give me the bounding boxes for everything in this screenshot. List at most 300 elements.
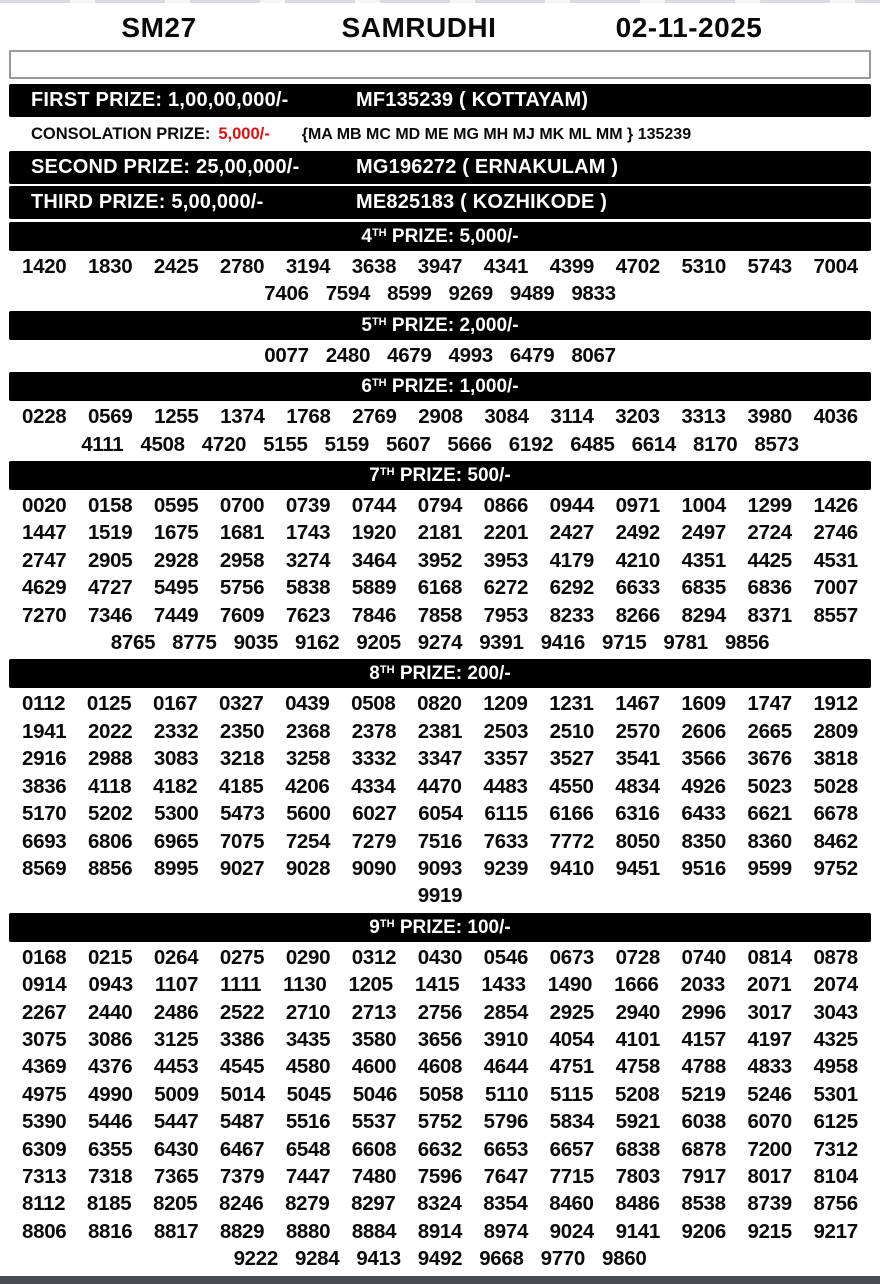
ticket-number: 3566 [681,747,726,771]
ticket-number: 7594 [325,282,371,306]
ticket-number: 8112 [22,1192,66,1216]
ticket-number: 7715 [549,1164,595,1188]
ticket-number: 9215 [747,1219,792,1243]
ticket-number: 7004 [813,255,858,278]
ticket-number: 2928 [153,548,199,572]
ticket-number: 8294 [681,603,726,627]
ticket-number: 5446 [87,1110,133,1134]
ticket-number: 7846 [351,603,397,627]
ticket-number: 8806 [22,1219,67,1243]
ticket-number: 9269 [448,282,493,306]
ticket-number: 9489 [509,282,555,306]
ticket-number: 0866 [483,494,529,518]
ticket-number: 3656 [417,1027,463,1051]
ticket-number: 2378 [351,719,397,743]
ticket-number: 5600 [286,802,331,826]
ticket-number: 2780 [219,255,265,278]
ticket-number: 3084 [484,405,529,429]
ticket-number: 2033 [680,973,725,997]
ticket-number: 3541 [615,747,660,771]
ticket-number: 5300 [154,802,199,826]
ticket-number: 6657 [549,1137,595,1161]
ticket-number: 4111 [81,432,124,456]
ticket-number: 7365 [153,1164,199,1188]
prize-section-header [9,372,871,401]
section-ordinal: 6 [361,376,372,398]
number-row [9,773,871,800]
ticket-number: 9274 [417,631,463,655]
ticket-number: 1426 [813,494,858,518]
ticket-number: 0744 [351,494,397,518]
ticket-number: 5537 [351,1110,397,1134]
ticket-number: 3017 [747,1000,792,1024]
ticket-number: 6806 [87,829,133,853]
prize-sections [9,222,871,1273]
ticket-number: 1747 [747,692,792,716]
ticket-number: 4185 [219,774,264,798]
ticket-number: 6878 [681,1137,726,1161]
second-prize-label: SECOND PRIZE: 25,00,000/- [31,156,300,178]
ticket-number: 7609 [219,603,265,627]
ticket-number: 7254 [285,829,331,853]
ticket-number: 2510 [549,719,595,743]
ticket-number: 6467 [219,1137,265,1161]
ticket-number: 2074 [813,973,858,997]
ticket-number: 8462 [813,829,858,853]
ticket-number: 6485 [570,432,615,456]
ticket-number: 4958 [813,1055,858,1079]
ticket-number: 2908 [418,405,463,429]
ticket-number: 9492 [417,1247,463,1271]
ticket-number: 3836 [22,774,67,798]
ticket-number: 6316 [615,802,660,826]
ticket-number: 3910 [483,1027,529,1051]
ticket-number: 6430 [153,1137,199,1161]
ticket-number: 9141 [615,1219,660,1243]
ticket-number: 5246 [747,1082,792,1106]
draw-code: SM27 [121,12,197,43]
prize-section [9,659,871,909]
consolation-label: CONSOLATION PRIZE: [31,125,211,143]
ticket-number: 1255 [154,405,199,429]
ticket-number: 7447 [285,1164,331,1188]
ticket-number: 5889 [351,576,397,600]
ticket-number: 1107 [154,973,199,997]
number-row [9,855,871,882]
ticket-number: 7312 [813,1137,858,1161]
ticket-number: 1374 [220,405,265,429]
ticket-number: 1768 [286,405,331,429]
ticket-number: 7647 [483,1164,529,1188]
ticket-number: 5219 [681,1082,726,1106]
number-row [9,999,871,1026]
ticket-number: 9391 [479,631,524,655]
ticket-number: 1447 [22,521,67,545]
notice-box [9,50,871,79]
ticket-number: 5159 [324,432,369,456]
ticket-number: 4545 [219,1055,265,1079]
ticket-number: 5301 [813,1082,858,1106]
ticket-number: 4179 [549,548,595,572]
ticket-number: 8756 [813,1192,858,1216]
ticket-number: 8538 [681,1192,726,1216]
ticket-number: 8829 [219,1219,265,1243]
ticket-number: 5473 [220,802,265,826]
ticket-number: 6309 [22,1137,67,1161]
ticket-number: 1004 [681,494,726,518]
ticket-number: 8354 [483,1192,528,1216]
ticket-number: 8765 [110,631,156,655]
ticket-number: 7270 [22,603,67,627]
ticket-number: 3347 [417,747,463,771]
section-rows [9,403,871,458]
ticket-number: 2665 [747,719,792,743]
ticket-number: 7007 [813,576,858,600]
ticket-number: 9860 [602,1247,647,1271]
ticket-number: 3114 [550,405,594,429]
section-rows [9,944,871,1273]
ticket-number: 4833 [747,1055,792,1079]
ticket-number: 3218 [219,747,265,771]
ticket-number: 4206 [285,774,330,798]
ticket-number: 4341 [483,255,529,278]
ticket-number: 9413 [356,1247,401,1271]
prize-section [9,311,871,369]
ticket-number: 2854 [483,1000,529,1024]
ticket-number: 5838 [285,576,331,600]
ticket-number: 3357 [483,747,529,771]
ticket-number: 0508 [351,692,396,716]
draw-date: 02-11-2025 [615,12,763,43]
ticket-number: 8995 [153,856,199,880]
ticket-number: 2916 [22,747,67,771]
ticket-number: 6621 [747,802,792,826]
ticket-number: 6166 [549,802,594,826]
ticket-number: 6835 [681,576,726,600]
ticket-number: 6292 [549,576,595,600]
ticket-number: 3980 [747,405,792,429]
ticket-number: 5009 [154,1082,199,1106]
prize-section-header [9,311,871,340]
ticket-number: 2747 [22,548,67,572]
ticket-number: 1666 [614,973,659,997]
ticket-number: 9770 [540,1247,586,1271]
ticket-number: 8460 [549,1192,594,1216]
ticket-number: 9027 [219,856,265,880]
ticket-number: 5666 [447,432,492,456]
ticket-number: 0077 [264,343,309,367]
number-row [9,280,871,307]
ticket-number: 4483 [483,774,528,798]
ticket-number: 5023 [747,774,792,798]
ticket-number: 5756 [219,576,265,600]
ticket-number: 9162 [294,631,340,655]
ticket-number: 6168 [417,576,463,600]
ticket-number: 1675 [153,521,199,545]
ticket-number: 8185 [86,1192,132,1216]
ticket-number: 4508 [140,432,185,456]
ticket-number: 5202 [88,802,133,826]
ticket-number: 9222 [233,1247,278,1271]
ticket-number: 6653 [483,1137,529,1161]
number-row [9,690,871,717]
ticket-number: 0878 [813,945,858,969]
ticket-number: 2503 [483,719,529,743]
ticket-number: 4608 [417,1055,463,1079]
ticket-number: 2368 [285,719,331,743]
ticket-number: 2201 [483,521,529,545]
ticket-number: 3313 [681,405,726,429]
ticket-number: 2181 [417,521,463,545]
first-prize-bar [9,84,871,117]
ticket-number: 2425 [153,255,199,278]
ticket-number: 5495 [153,576,199,600]
ticket-number: 8324 [417,1192,462,1216]
number-row [9,971,871,998]
ticket-number: 6054 [418,802,463,826]
ticket-number: 7279 [351,829,397,853]
section-rows [9,253,871,308]
ticket-number: 8205 [152,1192,198,1216]
ticket-number: 6125 [813,1110,858,1134]
second-prize-bar [9,151,871,184]
ticket-number: 2940 [615,1000,660,1024]
ticket-number: 8170 [693,432,738,456]
ticket-number: 0739 [285,494,331,518]
third-prize-label: THIRD PRIZE: 5,00,000/- [31,191,264,213]
ticket-number: 4993 [448,343,493,367]
section-ordinal: 7 [369,465,380,487]
ticket-number: 1941 [22,719,67,743]
ticket-number: 5752 [417,1110,463,1134]
ticket-number: 9284 [294,1247,340,1271]
ticket-number: 4975 [22,1082,67,1106]
ticket-number: 2480 [325,343,371,367]
first-prize-label: FIRST PRIZE: 1,00,00,000/- [31,89,289,111]
ticket-number: 9752 [813,856,858,880]
ticket-number: 3527 [549,747,595,771]
ticket-number: 2925 [549,1000,595,1024]
ticket-number: 0944 [549,494,595,518]
number-row [9,547,871,574]
ticket-number: 5170 [22,802,67,826]
ticket-number: 7623 [285,603,331,627]
ticket-number: 3332 [351,747,397,771]
section-title-rest: PRIZE: 2,000/- [391,314,519,336]
prize-section [9,222,871,308]
number-row [9,253,871,280]
number-row [9,1108,871,1135]
ticket-number: 8816 [87,1219,133,1243]
prize-section [9,372,871,458]
ticket-number: 8017 [747,1164,792,1188]
ticket-number: 7313 [22,1164,67,1188]
second-prize-winner: MG196272 ( ERNAKULAM ) [356,156,619,178]
ticket-number: 2071 [747,973,792,997]
ticket-number: 7516 [417,829,463,853]
ticket-number: 0215 [87,945,133,969]
ticket-number: 6838 [615,1137,660,1161]
section-rows [9,690,871,909]
ticket-number: 7379 [219,1164,265,1188]
ticket-number: 7318 [87,1164,133,1188]
ticket-number: 9205 [356,631,401,655]
ticket-number: 2522 [219,1000,265,1024]
ticket-number: 4990 [88,1082,133,1106]
section-ordinal: 9 [369,916,380,938]
ticket-number: 1467 [615,692,660,716]
ticket-number: 8569 [22,856,67,880]
ticket-number: 5208 [615,1082,660,1106]
ticket-number: 7075 [219,829,265,853]
ticket-number: 8599 [387,282,432,306]
ticket-number: 2570 [615,719,660,743]
ticket-number: 8974 [483,1219,529,1243]
ticket-number: 6678 [813,802,858,826]
ticket-number: 5014 [220,1082,265,1106]
ticket-number: 9239 [483,856,529,880]
ticket-number: 7200 [747,1137,792,1161]
ticket-number: 6433 [681,802,726,826]
ticket-number: 7596 [417,1164,463,1188]
ticket-number: 9516 [681,856,726,880]
ticket-number: 5028 [813,774,858,798]
section-rows [9,342,871,369]
ticket-number: 1681 [219,521,265,545]
bottom-edge-bar [0,1276,880,1284]
ticket-number: 8350 [681,829,726,853]
section-ordinal: 4 [361,226,372,247]
ticket-number: 1490 [547,973,593,997]
number-row [9,944,871,971]
ticket-number: 3086 [87,1027,133,1051]
ticket-number: 9028 [285,856,331,880]
ticket-number: 6027 [352,802,397,826]
ticket-number: 6608 [351,1137,397,1161]
ticket-number: 4157 [681,1027,726,1051]
ticket-number: 9781 [663,631,708,655]
ticket-number: 6614 [631,432,676,456]
ticket-number: 8104 [813,1164,858,1188]
ticket-number: 2492 [615,521,660,545]
ticket-number: 0312 [351,945,397,969]
number-row [9,629,871,656]
ticket-number: 0971 [615,494,660,518]
ticket-number: 2267 [22,1000,67,1024]
ticket-number: 6548 [285,1137,331,1161]
ticket-number: 0740 [681,945,726,969]
number-row [9,1190,871,1217]
ticket-number: 3947 [417,255,463,278]
ticket-number: 2996 [681,1000,726,1024]
ticket-number: 9024 [549,1219,595,1243]
number-row [9,1026,871,1053]
ticket-number: 2486 [153,1000,199,1024]
ticket-number: 0167 [152,692,198,716]
ticket-number: 3274 [285,548,331,572]
ticket-number: 8360 [747,829,792,853]
ticket-number: 7858 [417,603,463,627]
ticket-number: 5310 [681,255,726,278]
ticket-number: 9668 [479,1247,524,1271]
ticket-number: 0794 [417,494,463,518]
ticket-number: 0595 [153,494,199,518]
ticket-number: 4629 [22,576,67,600]
number-row [9,342,871,369]
ticket-number: 5607 [385,432,431,456]
ticket-number: 1205 [348,973,393,997]
ticket-number: 4369 [22,1055,67,1079]
ticket-number: 2746 [813,521,858,545]
section-ordinal-suffix: TH [379,664,395,677]
ticket-number: 3952 [417,548,463,572]
ticket-number: 9090 [351,856,397,880]
ticket-number: 0820 [417,692,462,716]
ticket-number: 8266 [615,603,660,627]
prize-section-header [9,913,871,942]
ticket-number: 3258 [285,747,331,771]
ticket-number: 8573 [754,432,799,456]
prize-section-header [9,222,871,251]
ticket-number: 5447 [153,1110,199,1134]
ticket-number: 5058 [418,1082,464,1106]
ticket-number: 3043 [813,1000,858,1024]
ticket-number: 6038 [681,1110,726,1134]
ticket-number: 4425 [747,548,792,572]
ticket-number: 6355 [87,1137,133,1161]
ticket-number: 4788 [681,1055,726,1079]
ticket-number: 3194 [285,255,331,278]
ticket-number: 8233 [549,603,595,627]
section-ordinal: 8 [369,663,380,685]
ticket-number: 9410 [549,856,595,880]
ticket-number: 0327 [219,692,264,716]
ticket-number: 2427 [549,521,595,545]
ticket-number: 7772 [549,829,595,853]
section-ordinal: 5 [361,314,372,336]
ticket-number: 4926 [681,774,726,798]
ticket-number: 4550 [549,774,594,798]
ticket-number: 6115 [484,802,528,826]
ticket-number: 4453 [153,1055,199,1079]
ticket-number: 7406 [264,282,309,306]
ticket-number: 8371 [747,603,792,627]
ticket-number: 3953 [483,548,529,572]
ticket-number: 6070 [747,1110,792,1134]
ticket-number: 0439 [285,692,330,716]
section-ordinal-suffix: TH [371,315,387,328]
ticket-number: 9217 [813,1219,858,1243]
ticket-number: 3203 [615,405,660,429]
number-row [9,1136,871,1163]
ticket-number: 8067 [571,343,616,367]
prize-section [9,913,871,1273]
consolation-amount: 5,000/- [218,125,270,143]
ticket-number: 8775 [172,631,217,655]
ticket-number: 3464 [351,548,397,572]
section-title-rest: PRIZE: 1,000/- [391,376,519,398]
ticket-number: 0275 [219,945,265,969]
ticket-number: 4351 [681,548,726,572]
ticket-number: 4182 [152,774,198,798]
number-row [9,602,871,629]
ticket-number: 7917 [681,1164,726,1188]
number-row [9,745,871,772]
ticket-number: 5115 [550,1082,594,1106]
ticket-number: 2606 [681,719,726,743]
ticket-number: 4210 [615,548,660,572]
ticket-number: 8557 [813,603,858,627]
